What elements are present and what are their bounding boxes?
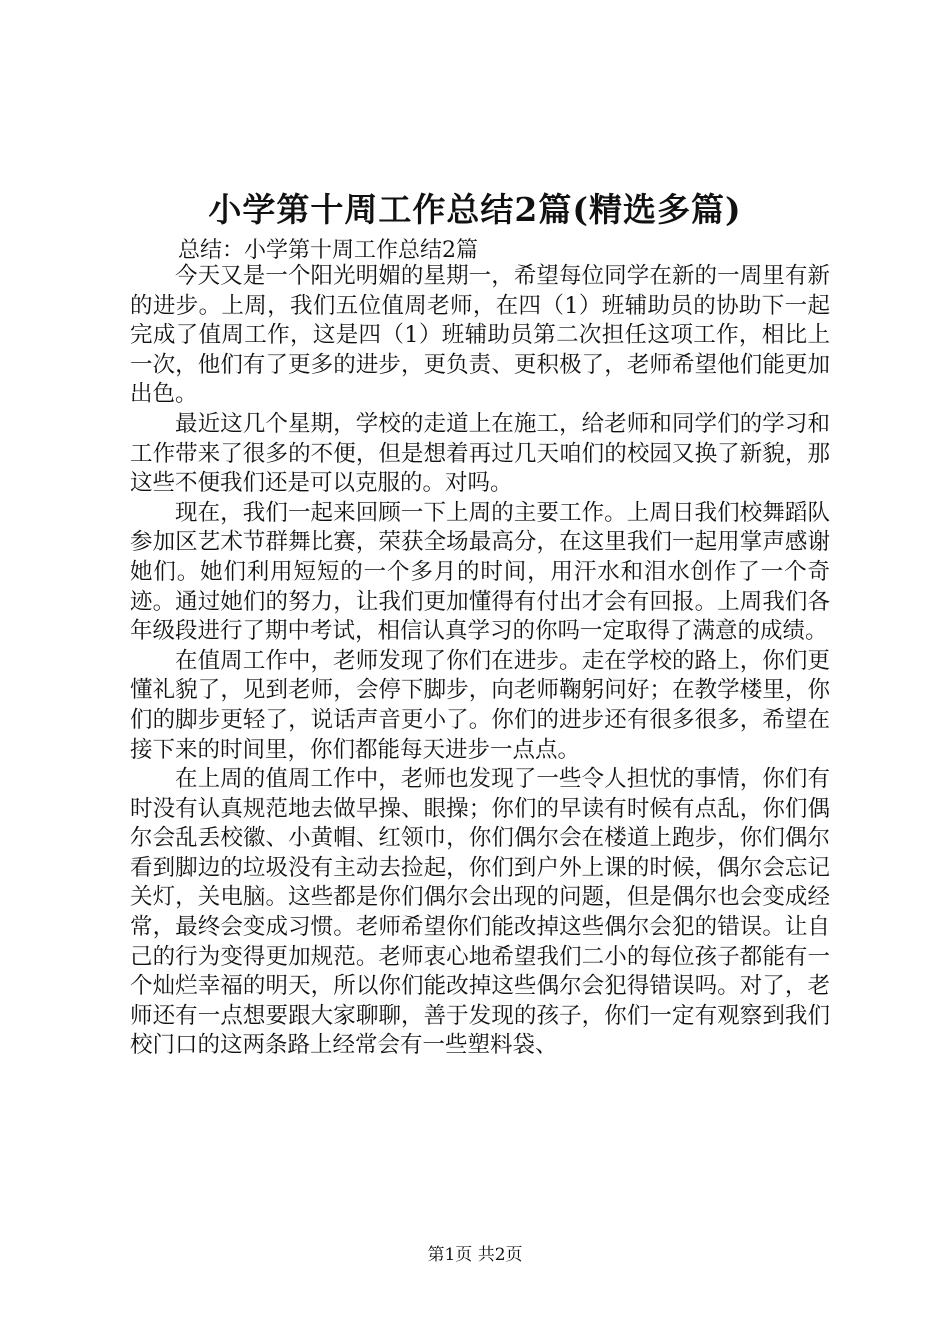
document-subtitle: 总结：小学第十周工作总结2篇 xyxy=(178,238,478,263)
paragraph: 在值周工作中，老师发现了你们在进步。走在学校的路上，你们更懂礼貌了，见到老师，会停下脚步，向老师鞠躬问好；在教学楼里，你们的脚步更轻了，说话声音更小了。你们的进步还有很多很多，希望在接下来的时间里，你们都能每天进步一点点。 xyxy=(130,647,830,763)
page-number-footer: 第1页 共2页 xyxy=(427,1245,523,1265)
document-body xyxy=(130,262,830,1061)
paragraph: 今天又是一个阳光明媚的星期一，希望每位同学在新的一周里有新的进步。上周，我们五位值周老师，在四（1）班辅助员的协助下一起完成了值周工作，这是四（1）班辅助员第二次担任这项工作，相比上一次，他们有了更多的进步，更负责、更积极了，老师希望他们能更加出色。 xyxy=(130,263,830,408)
document-title: 小学第十周工作总结2篇(精选多篇) xyxy=(208,190,742,229)
paragraph: 最近这几个星期，学校的走道上在施工，给老师和同学们的学习和工作带来了很多的不便，但是想着再过几天咱们的校园又换了新貌，那这些不便我们还是可以克服的。对吗。 xyxy=(130,410,830,497)
paragraph: 在上周的值周工作中，老师也发现了一些令人担忧的事情，你们有时没有认真规范地去做早操、眼操；你们的早读有时候有点乱，你们偶尔会乱丢校徽、小黄帽、红领巾，你们偶尔会在楼道上跑步，你们偶尔看到脚边的垃圾没有主动去捡起，你们到户外上课的时候，偶尔会忘记关灯，关电脑。这些都是你们偶尔会出现的问题，但是偶尔也会变成经常，最终会变成习惯。老师希望你们能改掉这些偶尔会犯的错误。让自己的行为变得更加规范。老师衷心地希望我们二小的每位孩子都能有一个灿烂幸福的明天，所以你们能改掉这些偶尔会犯得错误吗。对了，老师还有一点想要跟大家聊聊，善于发现的孩子，你们一定有观察到我们校门口的这两条路上经常会有一些塑料袋、 xyxy=(130,766,830,1059)
paragraph: 现在，我们一起来回顾一下上周的主要工作。上周日我们校舞蹈队参加区艺术节群舞比赛，荣获全场最高分，在这里我们一起用掌声感谢她们。她们利用短短的一个多月的时间，用汗水和泪水创作了一个奇迹。通过她们的努力，让我们更加懂得有付出才会有回报。上周我们各年级段进行了期中考试，相信认真学习的你吗一定取得了满意的成绩。 xyxy=(130,499,830,645)
